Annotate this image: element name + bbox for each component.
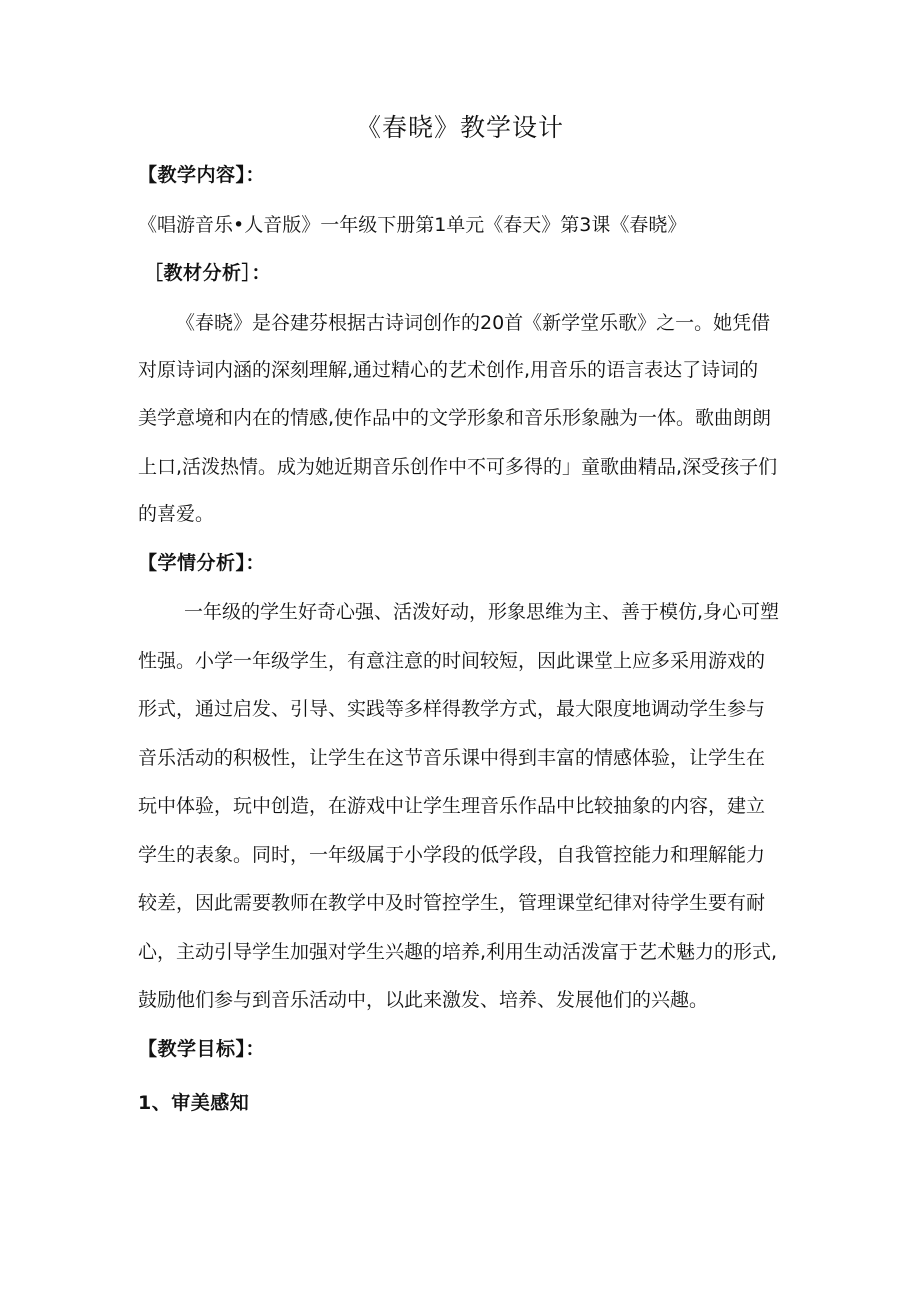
content-heading: 【教学内容】： bbox=[138, 164, 266, 186]
material-line: 上口,活泼热情。成为她近期音乐创作中不可多得的」童歌曲精品,深受孩子们 bbox=[138, 456, 778, 478]
student-line: 玩中体验，玩中创造，在游戏中让学生理音乐作品中比较抽象的内容，建立 bbox=[138, 795, 766, 817]
student-line: 较差，因此需要教师在教学中及时管控学生，管理课堂纪律对待学生要有耐 bbox=[138, 892, 766, 914]
student-line: 一年级的学生好奇心强、活泼好动，形象思维为主、善于模仿,身心可塑 bbox=[184, 601, 780, 623]
student-line: 心，主动引导学生加强对学生兴趣的培养,利用生动活泼富于艺术魅力的形式, bbox=[138, 941, 778, 963]
student-line: 性强。小学一年级学生，有意注意的时间较短，因此课堂上应多采用游戏的 bbox=[138, 650, 766, 672]
student-analysis-heading: 【学情分析】： bbox=[138, 552, 266, 574]
material-line: 对原诗词内涵的深刻理解,通过精心的艺术创作,用音乐的语言表达了诗词的 bbox=[138, 359, 759, 381]
material-analysis-heading: ［教材分析］： bbox=[144, 262, 272, 284]
content-text: 《唱游音乐•人音版》一年级下册第1单元《春天》第3课《春晓》 bbox=[138, 214, 687, 236]
material-line: 《春晓》是谷建芬根据古诗词创作的20首《新学堂乐歌》之一。她凭借 bbox=[176, 312, 771, 334]
document-title: 《春晓》教学设计 bbox=[355, 113, 564, 142]
teaching-goals-heading: 【教学目标】： bbox=[138, 1038, 266, 1060]
student-line: 学生的表象。同时，一年级属于小学段的低学段，自我管控能力和理解能力 bbox=[138, 844, 766, 866]
student-line: 音乐活动的积极性，让学生在这节音乐课中得到丰富的情感体验，让学生在 bbox=[138, 747, 766, 769]
material-line: 美学意境和内在的情感,使作品中的文学形象和音乐形象融为一体。歌曲朗朗 bbox=[138, 407, 772, 429]
material-line: 的喜爱。 bbox=[138, 503, 215, 525]
goal-subheading: 1、审美感知 bbox=[138, 1092, 250, 1114]
student-line: 形式，通过启发、引导、实践等多样得教学方式，最大限度地调动学生参与 bbox=[138, 698, 766, 720]
student-line: 鼓励他们参与到音乐活动中，以此来激发、培养、发展他们的兴趣。 bbox=[138, 989, 709, 1011]
